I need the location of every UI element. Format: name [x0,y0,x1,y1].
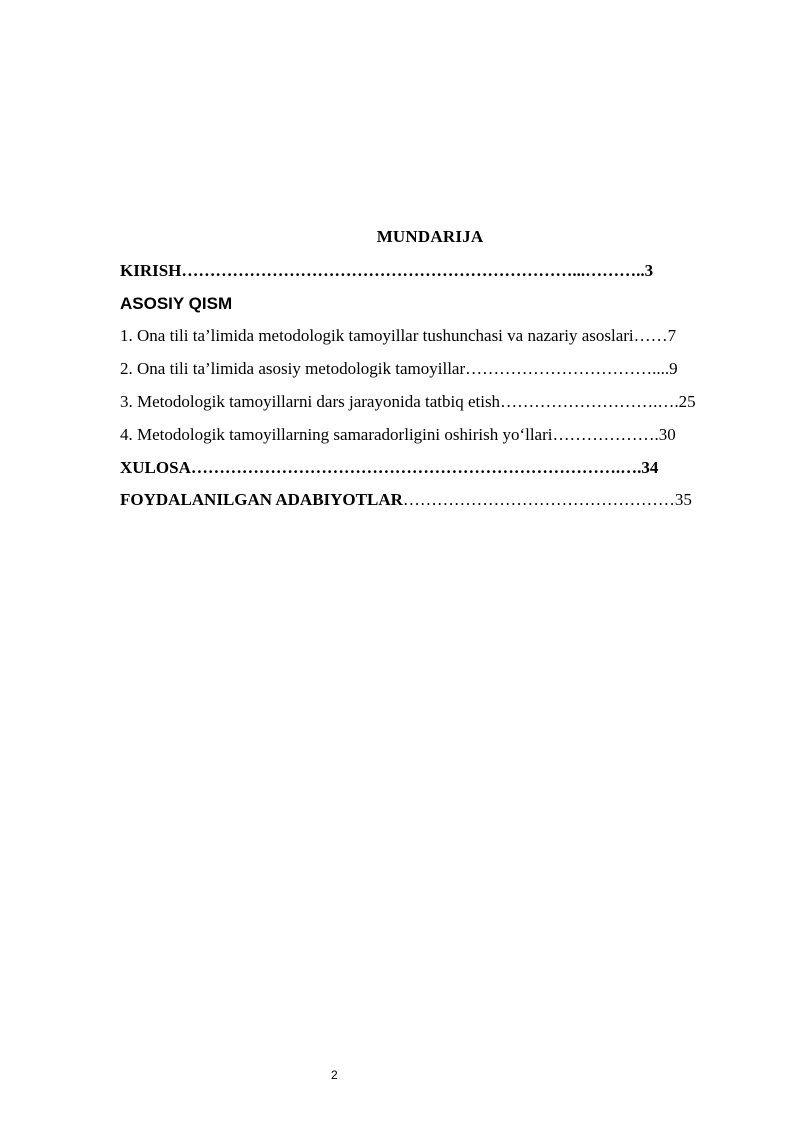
toc-entry-page: 9 [669,359,678,378]
toc-entry-label: 1. Ona tili ta’limida metodologik tamoyillar tushunchasi va nazariy asoslari [120,326,634,345]
toc-entry-page: 3 [644,261,654,280]
toc-entry-page: 7 [667,326,677,345]
toc-entry-adabiyotlar [120,489,738,511]
toc-entry-label: FOYDALANILGAN ADABIYOTLAR [120,490,403,509]
toc-entry-label: KIRISH [120,261,182,280]
page-number: 2 [331,1068,338,1082]
toc-entry-leader: ……………………….…. [500,392,679,411]
toc-entry-label: XULOSA [120,458,191,477]
toc-entry-page: 35 [674,490,692,509]
toc-entry-page: 34 [641,458,659,477]
toc-entry-leader: ……………………………………………………………...……….. [181,261,645,280]
toc-entry-4 [120,424,738,446]
toc-entry-kirish [120,260,738,282]
toc-entry-label: 2. Ona tili ta’limida asosiy metodologik tamoyillar [120,359,466,378]
toc-entry-leader: ………………. [552,425,659,444]
toc-entry-leader: ………………………………………… [402,490,675,509]
toc-entry-1 [120,325,738,347]
toc-entry-leader: …… [633,326,668,345]
toc-entry-label: 3. Metodologik tamoyillarni dars jarayonida tatbiq etish [120,392,501,411]
toc-entry-leader: …………………………….... [465,359,670,378]
toc-entry-xulosa [120,457,738,479]
section-heading: ASOSIY QISM [120,294,233,313]
toc-title: MUNDARIJA [376,227,484,246]
toc-entry-page: 25 [678,392,696,411]
toc-entry-leader: ………………………………………………………………….…. [190,458,642,477]
toc-entry-3 [120,391,738,413]
toc-entry-2 [120,358,738,380]
toc-entry-page: 30 [658,425,676,444]
toc-entry-label: 4. Metodologik tamoyillarning samaradorligini oshirish yo‘llari [120,425,553,444]
